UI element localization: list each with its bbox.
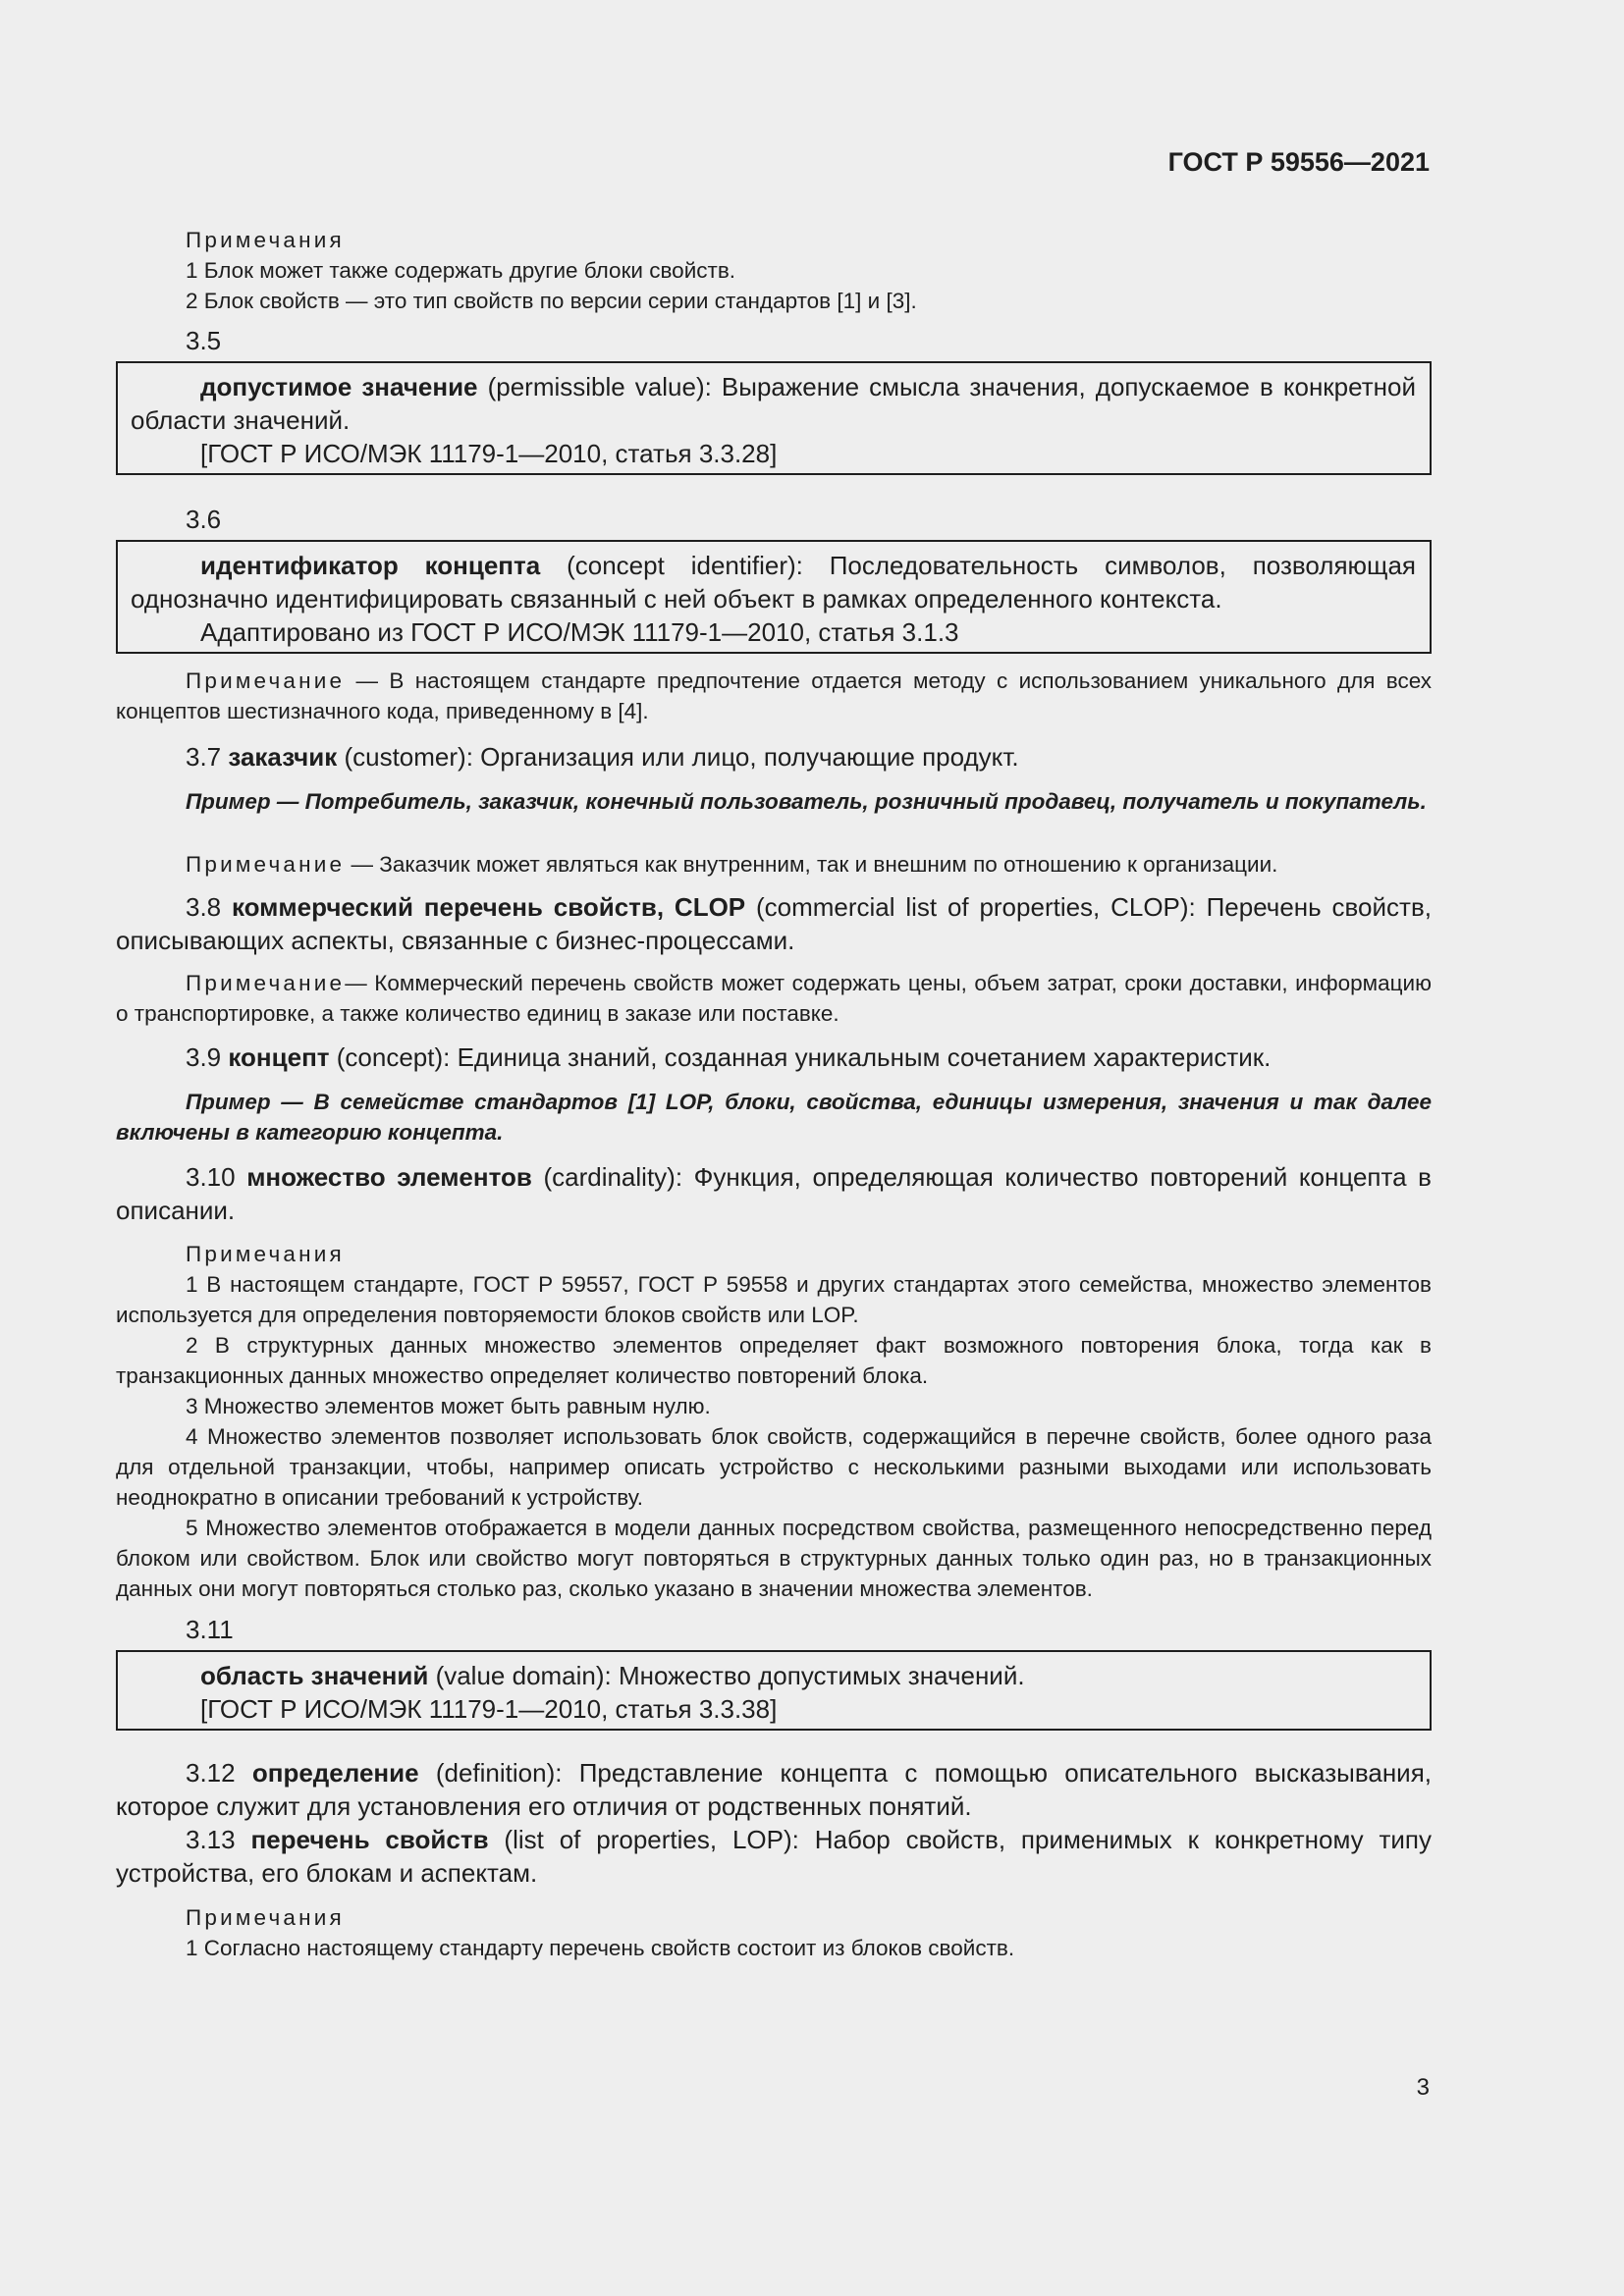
note-item: 2 В структурных данных множество элементов определяет факт возможного повторения блока, тогда как в транзакционных данных множество определяет количество повторений блока. [116, 1333, 1432, 1388]
definition-text: (concept): Единица знаний, созданная уникальным сочетанием характеристик. [329, 1042, 1272, 1072]
term-definition [116, 1756, 1432, 1823]
note-text: — Заказчик может являться как внутренним, так и внешним по отношению к организации. [345, 852, 1278, 877]
term-number: 3.5 [186, 326, 222, 355]
term-definition-box [116, 361, 1432, 475]
term-name: заказчик [228, 742, 338, 772]
document-body [116, 225, 1432, 1963]
page-number: 3 [1416, 2074, 1430, 2101]
term-note [116, 968, 1432, 1029]
term-definition [131, 1659, 1416, 1692]
term-number: 3.12 [186, 1758, 252, 1788]
term-number: 3.11 [186, 1615, 234, 1644]
term-definition [131, 370, 1416, 437]
term-definition [116, 1823, 1432, 1890]
notes-title: Примечания [186, 1905, 345, 1930]
term-name: область значений [200, 1661, 429, 1690]
term-number: 3.9 [186, 1042, 229, 1072]
term-name: перечень свойств [250, 1825, 489, 1854]
term-definition-box [116, 1650, 1432, 1731]
term-number: 3.7 [186, 742, 229, 772]
notes-title: Примечания [186, 1242, 345, 1266]
definition-text: (commercial list of properties, CLOP): Перечень свойств, описывающих аспекты, связанные с бизнес-процессами. [116, 892, 1432, 955]
definition-text: (definition): Представление концепта с помощью описательного высказывания, которое служит для установления его отличия от родственных понятий. [116, 1758, 1433, 1821]
note-item: 1 Блок может также содержать другие блоки свойств. [186, 258, 736, 283]
term-source: [ГОСТ Р ИСО/МЭК 11179-1—2010, статья 3.3.38] [200, 1694, 778, 1724]
definition-text: (value domain): Множество допустимых значений. [428, 1661, 1025, 1690]
standard-designation: ГОСТ Р 59556—2021 [1167, 147, 1430, 177]
term-example: Пример — В семействе стандартов [1] LOP, блоки, свойства, единицы измерения, значения и так далее включены в категорию концепта. [116, 1090, 1432, 1145]
note-item: 1 В настоящем стандарте, ГОСТ Р 59557, ГОСТ Р 59558 и других стандартах этого семейства, множество элементов используется для определения повторяемости блоков свойств или LOP. [116, 1272, 1432, 1327]
note-label: Примечание [186, 852, 346, 877]
note-item: 3 Множество элементов может быть равным нулю. [186, 1394, 711, 1418]
term-definition-box [116, 540, 1432, 654]
term-name: концепт [228, 1042, 330, 1072]
term-name: допустимое значение [200, 372, 478, 401]
term-note [116, 849, 1432, 880]
term-definition [116, 1160, 1432, 1227]
term-example: Пример — Потребитель, заказчик, конечный пользователь, розничный продавец, получатель и покупатель. [186, 789, 1427, 814]
term-definition [116, 890, 1432, 957]
definition-text: (permissible value): Выражение смысла значения, допускаемое в конкретной области значений. [131, 372, 1416, 435]
term-number: 3.8 [186, 892, 232, 922]
note-item: 4 Множество элементов позволяет использовать блок свойств, содержащийся в перечне свойств, более одного раза для отдельной транзакции, чтобы, например описать устройство с несколькими разными выходами или использовать неоднократно в описании требований к устройству. [116, 1424, 1432, 1510]
definition-text: (list of properties, LOP): Набор свойств, применимых к конкретному типу устройства, его блокам и аспектам. [116, 1825, 1433, 1888]
term-source: [ГОСТ Р ИСО/МЭК 11179-1—2010, статья 3.3.28] [200, 439, 778, 468]
term-note [116, 666, 1432, 726]
term-number: 3.6 [186, 505, 222, 534]
definition-text: (cardinality): Функция, определяющая количество повторений концепта в описании. [116, 1162, 1432, 1225]
note-item: 5 Множество элементов отображается в модели данных посредством свойства, размещенного непосредственно перед блоком или свойством. Блок или свойство могут повторяться в структурных данных только один раз, но в транзакционных данных они могут повторяться столько раз, сколько указано в значении множества элементов. [116, 1516, 1432, 1601]
term-name: идентификатор концепта [200, 551, 541, 580]
term-name: определение [251, 1758, 419, 1788]
term-definition [116, 1041, 1432, 1074]
note-label: Примечание [186, 971, 346, 995]
term-name: коммерческий перечень свойств, CLOP [231, 892, 746, 922]
note-label: Примечание [186, 668, 346, 693]
term-number: 3.10 [186, 1162, 247, 1192]
term-source: Адаптировано из ГОСТ Р ИСО/МЭК 11179-1—2010, статья 3.1.3 [200, 617, 959, 647]
note-item: 2 Блок свойств — это тип свойств по версии серии стандартов [1] и [3]. [186, 289, 917, 313]
term-number: 3.13 [186, 1825, 251, 1854]
term-definition [116, 740, 1432, 774]
definition-text: (customer): Организация или лицо, получающие продукт. [337, 742, 1019, 772]
definition-text: (concept identifier): Последовательность символов, позволяющая однозначно идентифицировать связанный с ней объект в рамках определенного контекста. [131, 551, 1416, 614]
note-item: 1 Согласно настоящему стандарту перечень свойств состоит из блоков свойств. [186, 1936, 1015, 1960]
term-definition [131, 549, 1416, 615]
term-name: множество элементов [246, 1162, 532, 1192]
note-text: — В настоящем стандарте предпочтение отдается методу с использованием уникального для всех концептов шестизначного кода, приведенному в [4]. [116, 668, 1432, 723]
notes-title: Примечания [186, 228, 345, 252]
note-text: — Коммерческий перечень свойств может содержать цены, объем затрат, сроки доставки, информацию о транспортировке, а также количество единиц в заказе или поставке. [116, 971, 1432, 1026]
